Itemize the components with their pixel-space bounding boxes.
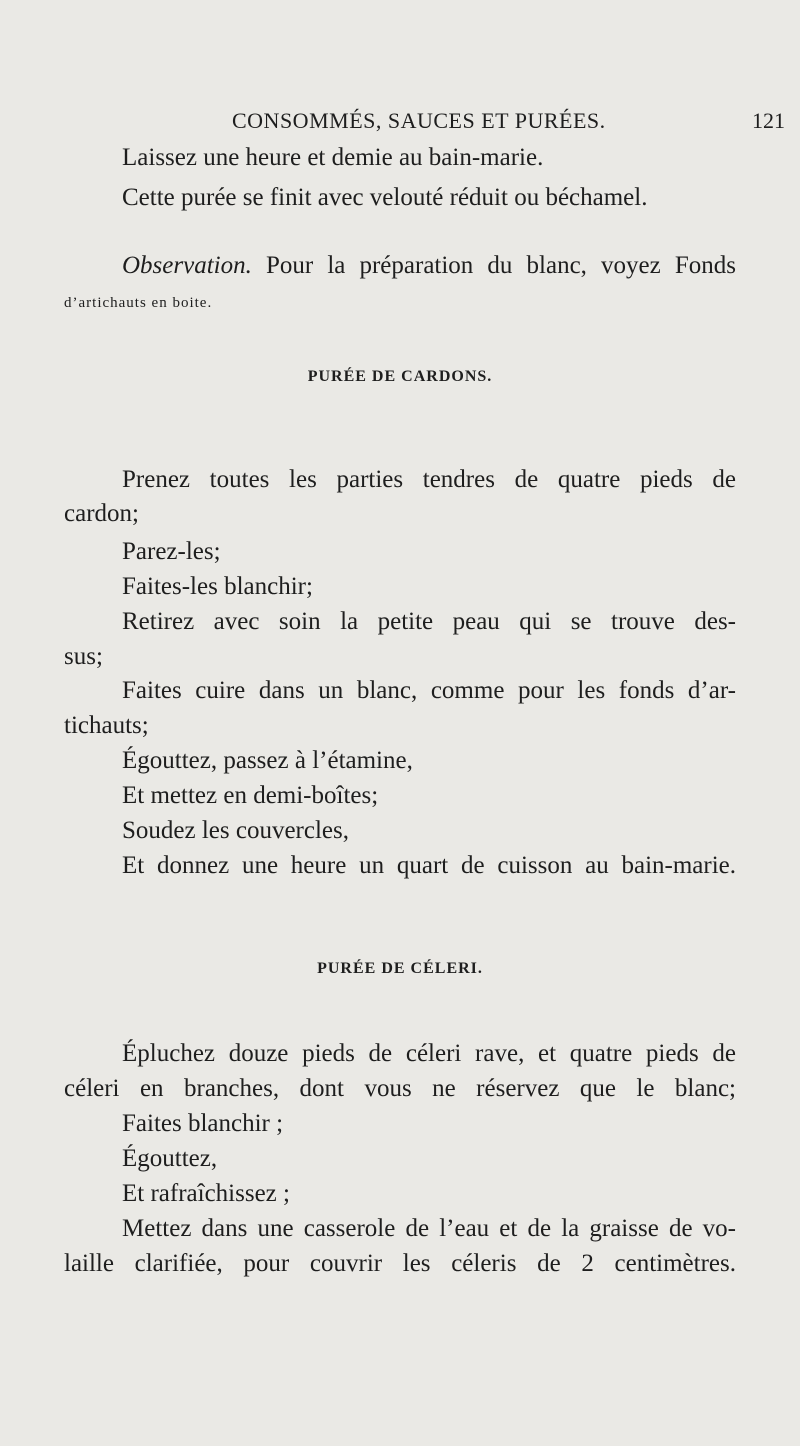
observation-reference-cont: d’artichauts en boite. <box>64 295 213 311</box>
recipe-line: Égouttez, passez à l’étamine, <box>122 747 413 774</box>
section-heading-celeri: PURÉE DE CÉLERI. <box>317 960 483 977</box>
paragraph-line: Laissez une heure et demie au bain-marie. <box>122 144 544 171</box>
observation-note-cont <box>64 284 736 319</box>
recipe-line: céleri en branches, dont vous ne réservez que le blanc; <box>64 1075 736 1102</box>
recipe-line: Prenez toutes les parties tendres de quatre pieds de <box>122 466 736 493</box>
observation-text: Pour la préparation du blanc, voyez <box>251 252 675 279</box>
recipe-line: laille clarifiée, pour couvrir les céleris de 2 centimètres. <box>64 1250 736 1277</box>
recipe-line: Égouttez, <box>122 1145 218 1172</box>
page-number: 121 <box>752 108 785 133</box>
recipe-line: Soudez les couvercles, <box>122 817 350 844</box>
section-heading-cardons: PURÉE DE CARDONS. <box>307 368 493 385</box>
recipe-line: Faites cuire dans un blanc, comme pour les fonds d’ar- <box>122 677 736 704</box>
recipe-line: Épluchez douze pieds de céleri rave, et quatre pieds de <box>122 1040 736 1067</box>
recipe-line: Faites blanchir ; <box>122 1110 284 1137</box>
observation-reference: Fonds <box>674 252 736 279</box>
observation-note <box>122 250 736 282</box>
recipe-line: Et mettez en demi-boîtes; <box>122 782 379 809</box>
recipe-line: Parez-les; <box>122 538 221 565</box>
recipe-line: Et rafraîchissez ; <box>122 1180 290 1207</box>
recipe-line: Faites-les blanchir; <box>122 573 313 600</box>
recipe-line: sus; <box>64 643 103 670</box>
recipe-line: tichauts; <box>64 712 149 739</box>
page-header <box>0 108 800 138</box>
paragraph-line: Cette purée se finit avec velouté réduit ou béchamel. <box>122 184 648 211</box>
recipe-line: Mettez dans une casserole de l’eau et de la graisse de vo- <box>122 1215 736 1242</box>
observation-label: Observation. <box>122 252 252 279</box>
running-title: CONSOMMÉS, SAUCES ET PURÉES. <box>232 108 606 133</box>
recipe-line: cardon; <box>64 500 139 527</box>
recipe-line: Et donnez une heure un quart de cuisson au bain-marie. <box>122 852 736 879</box>
recipe-line: Retirez avec soin la petite peau qui se trouve des- <box>122 608 736 635</box>
